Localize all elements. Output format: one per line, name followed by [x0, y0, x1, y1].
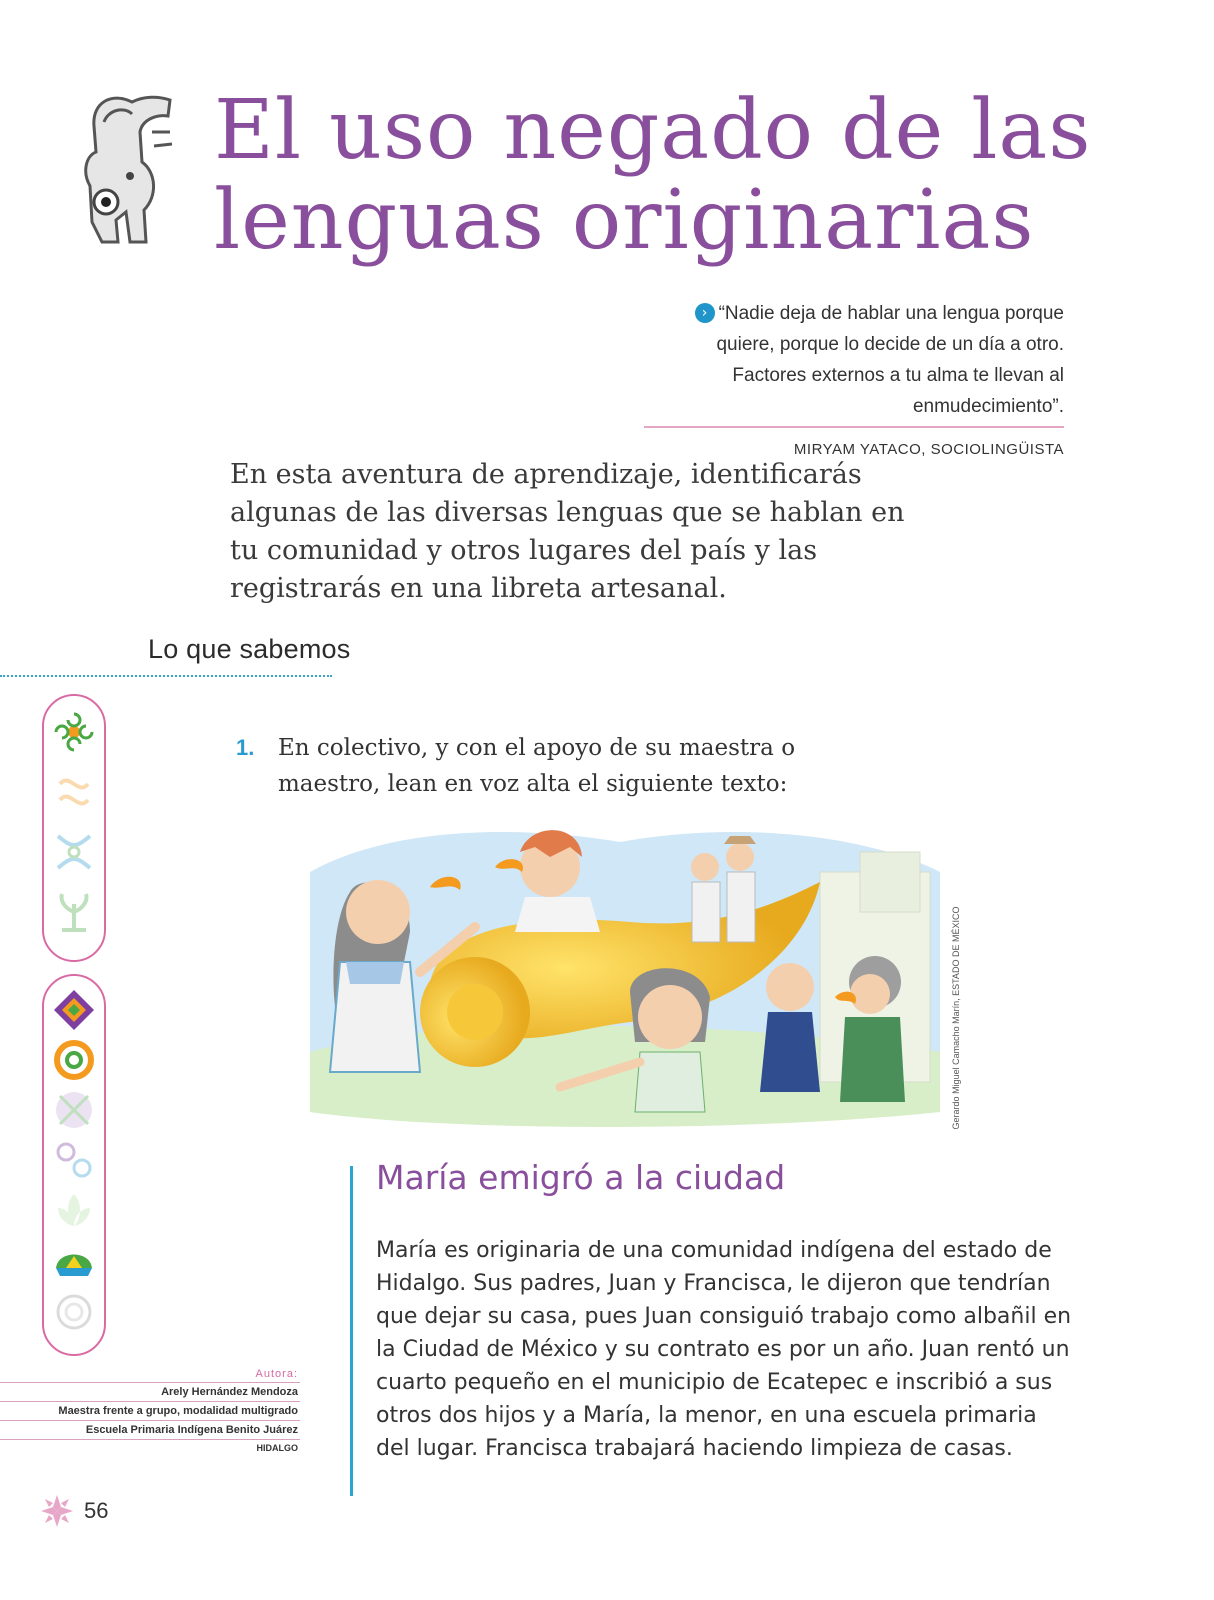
section-heading: Lo que sabemos [148, 634, 351, 664]
story-title: María emigró a la ciudad [376, 1158, 786, 1197]
quote-divider [644, 426, 1064, 428]
ring-icon [52, 1038, 96, 1082]
diamond-icon [52, 988, 96, 1032]
axes-capsule [42, 974, 106, 1356]
sprout-icon [52, 890, 96, 934]
author-name: Arely Hernández Mendoza [0, 1382, 300, 1401]
page-ornament-icon [40, 1494, 74, 1528]
chevron-right-icon: › [695, 303, 715, 323]
illustration-children-talking [300, 812, 950, 1142]
section-divider [0, 675, 332, 677]
author-credits [0, 1368, 300, 1456]
quote-text-block [644, 298, 1064, 422]
author-school: Escuela Primaria Indígena Benito Juárez [0, 1420, 300, 1439]
activity-number: 1. [236, 735, 255, 760]
illustration-credit-text: Gerardo Miguel Camacho Marín, ESTADO DE MÉXICO [951, 906, 961, 1130]
author-role: Maestra frente a grupo, modalidad multigrado [0, 1401, 300, 1420]
page-number: 56 [84, 1498, 109, 1523]
intro-paragraph: En esta aventura de aprendizaje, identificarás algunas de las diversas lenguas que se hablan en tu comunidad y otros lugares del país y las registrarás en una libreta artesanal. [230, 459, 905, 604]
chain-icon [52, 1138, 96, 1182]
author-state: HIDALGO [0, 1439, 300, 1456]
activity-item [236, 730, 836, 802]
quote-author: MIRYAM YATACO, SOCIOLINGÜISTA [793, 441, 1064, 458]
glyph-icon [72, 92, 176, 252]
community-icon [52, 710, 96, 754]
quote-text: “Nadie deja de hablar una lengua porque quiere, porque lo decide de un día a otro. Factores externos a tu alma te llevan al enmudecimiento”. [716, 303, 1064, 417]
story-accent-bar [350, 1166, 353, 1496]
methodology-capsule [42, 694, 106, 962]
knot-icon [52, 770, 96, 814]
turtle-icon [52, 1238, 96, 1282]
activity-text: En colectivo, y con el apoyo de su maestra o maestro, lean en voz alta el siguiente texto: [278, 735, 796, 797]
page-title: El uso negado de las lenguas originarias [214, 83, 1092, 268]
story-body: María es originaria de una comunidad indígena del estado de Hidalgo. Sus padres, Juan y Francisca, le dijeron que tendrían que dejar su casa, pues Juan consiguió trabajo como albañil en la Ciudad de México y su contrato es por un año. Juan rentó un cuarto pequeño en el municipio de Ecatepec e inscribió a sus otros dos hijos y a María, la menor, en una escuela primaria del lugar. Francisca trabajará haciendo limpieza de casas. [376, 1238, 1072, 1461]
arrows-icon [52, 830, 96, 874]
illustration-credit [946, 908, 966, 1128]
spiral-icon [52, 1290, 96, 1334]
cross-circle-icon [52, 1088, 96, 1132]
epigraph-quote [644, 298, 1064, 465]
lotus-icon [52, 1188, 96, 1232]
author-label: Autora: [255, 1368, 298, 1380]
